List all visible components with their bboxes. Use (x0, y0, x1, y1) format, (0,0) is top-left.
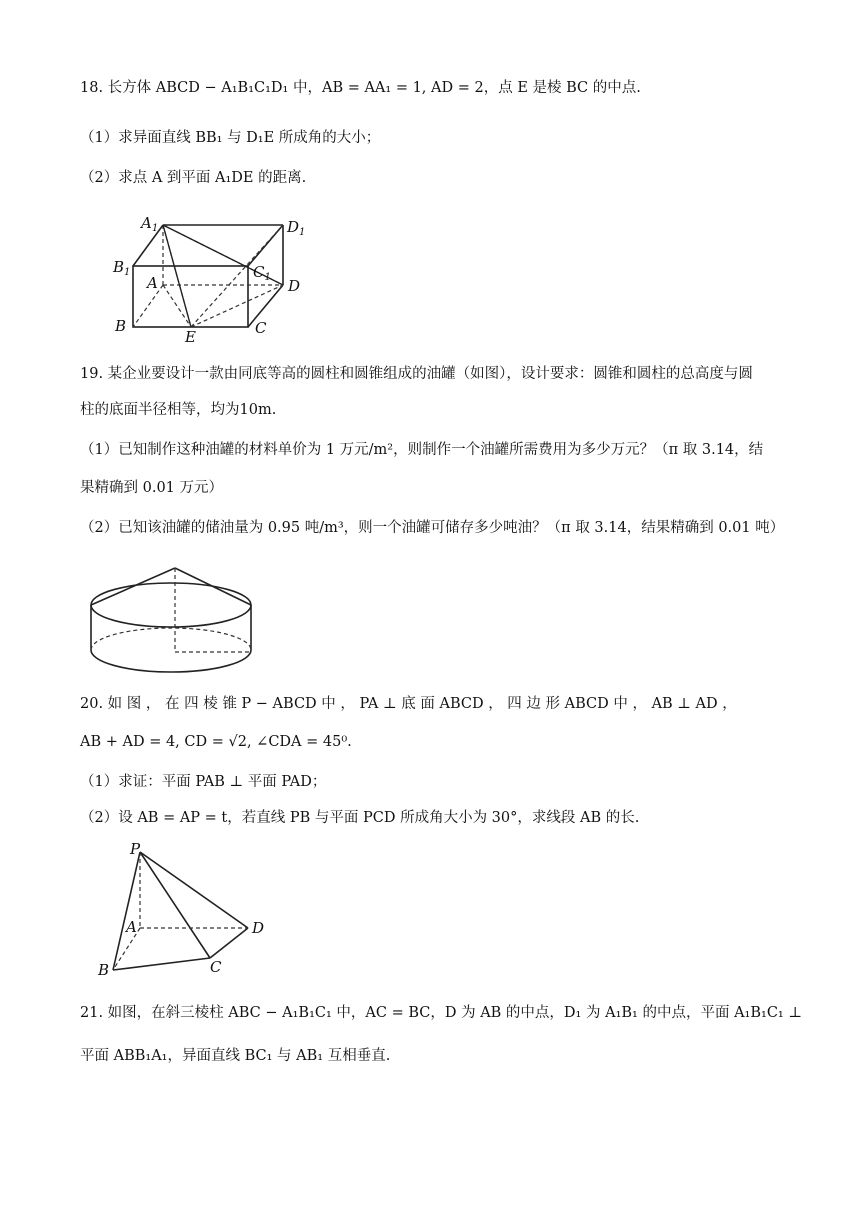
q21-stem-line2: 平面 ABB₁A₁，异面直线 BC₁ 与 AB₁ 互相垂直. (80, 1048, 391, 1064)
q20-part1: （1）求证：平面 PAB ⊥ 平面 PAD； (80, 774, 327, 790)
q18-part1: （1）求异面直线 BB₁ 与 D₁E 所成角的大小； (80, 130, 381, 146)
label-E: E (185, 328, 196, 345)
label-C: C (255, 319, 267, 337)
q19-part1-line2: 果精确到 0.01 万元） (80, 480, 224, 496)
label-A: A (147, 274, 158, 292)
q20-stem-line2: AB + AD = 4, CD = √2, ∠CDA = 45⁰. (80, 734, 352, 750)
label-B: B (115, 317, 127, 335)
label-A: A (126, 918, 137, 936)
q18-stem: 18. 长方体 ABCD − A₁B₁C₁D₁ 中，AB = AA₁ = 1, AD = 2，点 E 是棱 BC 的中点. (80, 80, 641, 96)
q19-stem-line2: 柱的底面半径相等，均为10m. (80, 402, 277, 418)
label-C1: $C_1$ (253, 263, 271, 283)
pyramid-diagram (90, 840, 280, 980)
label-C: C (210, 958, 222, 976)
q18-part2: （2）求点 A 到平面 A₁DE 的距离. (80, 170, 307, 186)
label-A1: $A_1$ (141, 214, 159, 234)
oil-tank-diagram (85, 560, 270, 680)
label-B1: $B_1$ (113, 258, 131, 278)
q19-stem-line1: 19. 某企业要设计一款由同底等高的圆柱和圆锥组成的油罐（如图），设计要求：圆锥和圆柱的总高度与圆 (80, 366, 753, 382)
q19-part1-line1: （1）已知制作这种油罐的材料单价为 1 万元/m²，则制作一个油罐所需费用为多少万元？（π 取 3.14，结 (80, 442, 764, 458)
pyramid-figure (90, 840, 280, 980)
cuboid-figure (105, 210, 320, 345)
label-D: D (288, 277, 301, 295)
label-B: B (98, 961, 110, 979)
label-D: D (252, 919, 265, 937)
q21-stem-line1: 21. 如图，在斜三棱柱 ABC − A₁B₁C₁ 中，AC = BC，D 为 AB 的中点，D₁ 为 A₁B₁ 的中点，平面 A₁B₁C₁ ⊥ (80, 1005, 802, 1021)
cuboid-diagram (105, 210, 320, 345)
q20-stem-line1: 20. 如 图 ， 在 四 棱 锥 P − ABCD 中 ， PA ⊥ 底 面 ABCD ， 四 边 形 ABCD 中 ， AB ⊥ AD ， (80, 696, 737, 712)
q19-part2: （2）已知该油罐的储油量为 0.95 吨/m³，则一个油罐可储存多少吨油？（π 取 3.14，结果精确到 0.01 吨） (80, 520, 785, 536)
q20-part2: （2）设 AB = AP = t，若直线 PB 与平面 PCD 所成角大小为 30°，求线段 AB 的长. (80, 810, 640, 826)
label-P: P (130, 840, 141, 858)
label-D1: $D_1$ (287, 218, 306, 238)
oil-tank-figure (85, 560, 270, 680)
